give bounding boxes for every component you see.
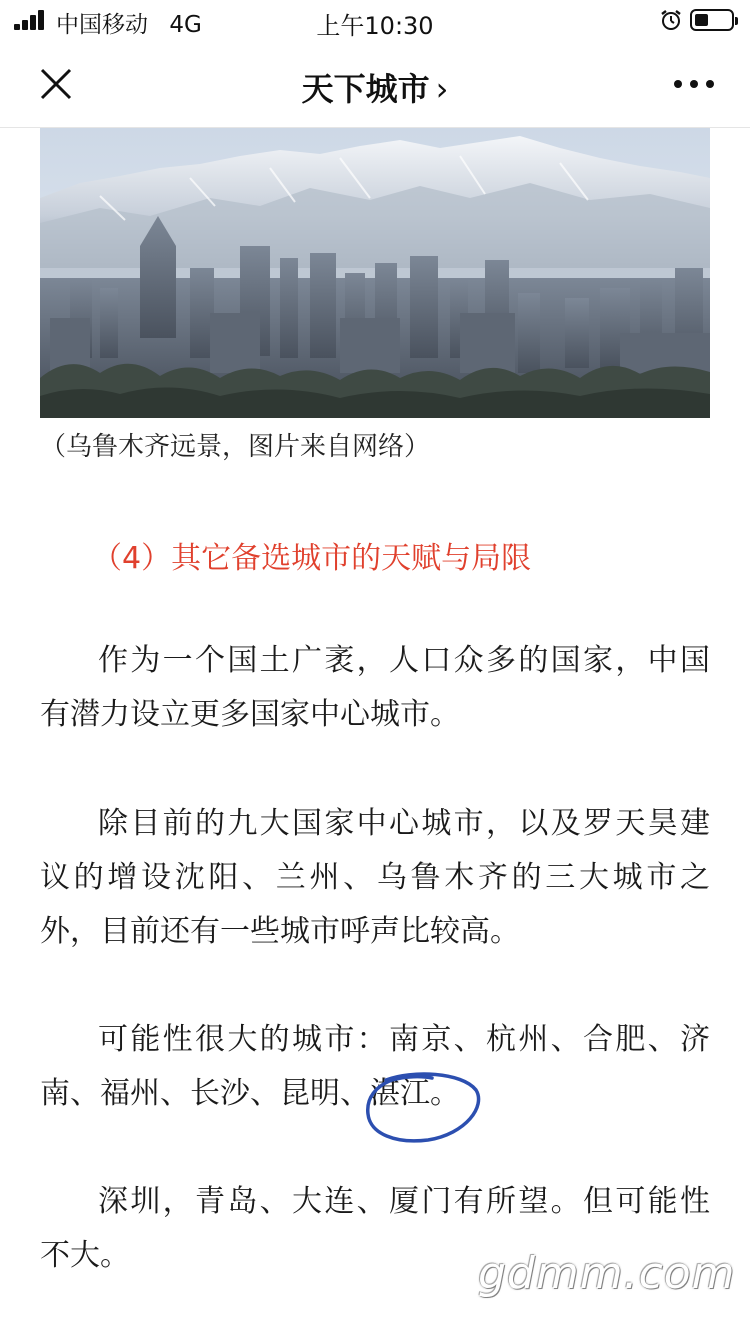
- paragraph-line: 议的增设沈阳、兰州、乌鲁木齐的三大城市之: [40, 860, 710, 895]
- watermark: gdmm.com: [478, 1248, 736, 1299]
- chevron-right-icon: ›: [435, 70, 449, 108]
- city-skyline-image: [40, 128, 710, 418]
- clock: 上午10:30: [316, 12, 434, 40]
- account-title-link[interactable]: [0, 64, 750, 110]
- nav-bar: [0, 42, 750, 128]
- paragraph-line: 可能性很大的城市：南京、杭州、合肥、济: [98, 1022, 710, 1057]
- battery-icon: [690, 9, 734, 31]
- more-icon[interactable]: [672, 72, 716, 96]
- paragraph-1: [40, 634, 710, 742]
- paragraph-line: 除目前的九大国家中心城市，以及罗天昊建: [98, 806, 710, 841]
- status-bar: [0, 0, 750, 42]
- paragraph-2: [40, 797, 710, 959]
- paragraph-line: 外，目前还有一些城市呼声比较高。: [40, 914, 520, 949]
- paragraph-line: 有潜力设立更多国家中心城市。: [40, 697, 460, 732]
- paragraph-line: 不大。: [40, 1238, 130, 1273]
- paragraph-line: 作为一个国土广袤，人口众多的国家，中国: [98, 643, 710, 678]
- account-title: 天下城市: [301, 70, 430, 108]
- alarm-icon: [660, 9, 682, 31]
- paragraph-3: [40, 1013, 710, 1121]
- network-type: 4G: [169, 12, 202, 38]
- paragraph-line: 南、福州、长沙、昆明、湛江。: [40, 1076, 460, 1111]
- carrier-name: 中国移动: [56, 12, 148, 38]
- paragraph-line: 深圳，青岛、大连、厦门有所望。但可能性: [98, 1184, 710, 1219]
- image-caption: （乌鲁木齐远景，图片来自网络）: [40, 432, 431, 462]
- section-heading: （4）其它备选城市的天赋与局限: [92, 541, 532, 576]
